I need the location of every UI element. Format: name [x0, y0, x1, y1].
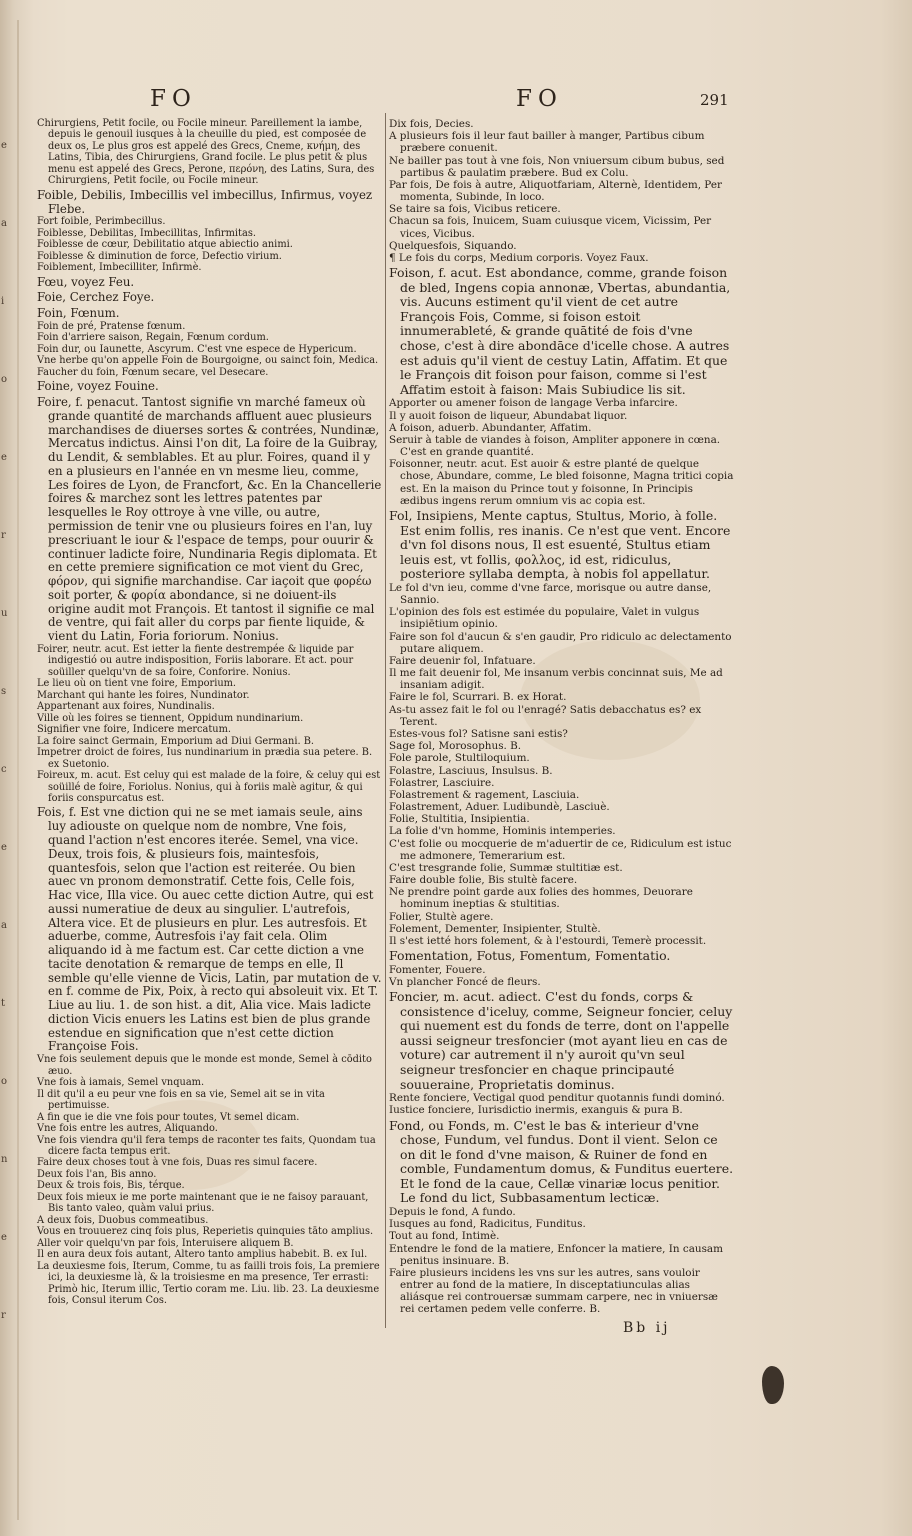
dictionary-entry: Foiblesse & diminution de force, Defectio virium.: [37, 250, 282, 262]
dictionary-entry: Fœu, voyez Feu.: [37, 274, 135, 289]
page-number: 291: [700, 91, 729, 109]
bleed-character: t: [1, 998, 6, 1009]
dictionary-entry: Vn plancher Foncé de fleurs.: [389, 975, 541, 988]
dictionary-entry: ¶ Le fois du corps, Medium corporis. Voyez Faux.: [389, 251, 649, 264]
column-rule: [385, 113, 386, 1328]
running-head-right: FO: [516, 86, 563, 112]
dictionary-entry: Il dit qu'il a eu peur vne fois en sa vie, Semel ait se in vita pertimuisse.: [37, 1088, 325, 1112]
dictionary-entry: Iustice fonciere, Iurisdictio inermis, exanguis & pura B.: [389, 1104, 683, 1117]
dictionary-entry: Tout au fond, Intimè.: [389, 1230, 500, 1243]
bleed-character: r: [1, 530, 6, 541]
dictionary-entry: La deuxiesme fois, Iterum, Comme, tu as failli trois fois, La premiere ici, la deuxiesme là, & la troisiesme en ma presence, Ter errasti: Primò hic, Iterum illic, Tertio coram me. Liu. lib. 23. La deuxiesme fois, Consul iterum Cos.: [37, 1260, 380, 1307]
bleed-character: u: [1, 608, 8, 619]
bleed-character: s: [1, 686, 7, 697]
dictionary-entry: Fol, Insipiens, Mente captus, Stultus, Morio, à folle. Est enim follis, res inanis. Ce n'est que vent. Encore d'vn fol disons nous, Il est esuenté, Stultus etiam leuis est, vt follis, φολλος, id est, ridiculus, posteriore syllaba dempta, à nobis fol appellatur.: [389, 507, 731, 582]
dictionary-entry: Folastrement & ragement, Lasciuia.: [389, 788, 580, 801]
dictionary-entry: Iusques au fond, Radicitus, Funditus.: [389, 1218, 586, 1231]
dictionary-entry: Estes-vous fol? Satisne sani estis?: [389, 727, 568, 740]
dictionary-entry: Folastrer, Lasciuire.: [389, 776, 495, 789]
dictionary-entry: Ne bailler pas tout à vne fois, Non vniuersum cibum bubus, sed partibus & paulatim præbere. Bud ex Colu.: [389, 154, 725, 179]
dictionary-entry: As-tu assez fait le fol ou l'enragé? Satis debacchatus es? ex Terent.: [389, 703, 702, 728]
bleed-character: o: [1, 374, 8, 385]
dictionary-entry: C'est tresgrande folie, Summæ stultitiæ est.: [389, 861, 623, 874]
dictionary-entry: Deux & trois fois, Bis, térque.: [37, 1180, 185, 1192]
dictionary-entry: Foncier, m. acut. adiect. C'est du fonds, corps & consistence d'iceluy, comme, Seigneur foncier, celuy qui nuement est du fonds de terre, dont on l'appelle aussi seigneur tresfoncier (mot ayant lieu en cas de voture) car autrement il n'y auroit qu'vn seul seigneur tresfoncier en chaque principauté souueraine, Proprietatis dominus.: [389, 989, 733, 1092]
dictionary-entry: Deux fois l'an, Bis anno.: [37, 1168, 157, 1180]
dictionary-entry: Foiblement, Imbecilliter, Infirmè.: [37, 262, 202, 274]
dictionary-entry: La foire sainct Germain, Emporium ad Diui Germani. B.: [37, 735, 315, 747]
dictionary-entry: Quelquesfois, Siquando.: [389, 239, 517, 252]
bleed-character: o: [1, 1076, 8, 1087]
dictionary-entry: Vne herbe qu'on appelle Foin de Bourgoigne, ou sainct foin, Medica.: [37, 355, 379, 367]
dictionary-entry: Foisonner, neutr. acut. Est auoir & estre planté de quelque chose, Abundare, comme, Le bled foisonne, Magna tritici copia est. En la maison du Prince tout y foisonne, In Principis ædibus ingens rerum omnium vis ac copia est.: [389, 458, 734, 507]
dictionary-entry: Sage fol, Morosophus. B.: [389, 740, 522, 753]
dictionary-entry: Impetrer droict de foires, Ius nundinarium in prædia sua petere. B. ex Suetonio.: [37, 747, 373, 770]
dictionary-entry: A plusieurs fois il leur faut bailler à manger, Partibus cibum præbere conuenit.: [389, 130, 705, 155]
dictionary-entry: Fomentation, Fotus, Fomentum, Fomentatio.: [389, 948, 671, 964]
dictionary-entry: Folie, Stultitia, Insipientia.: [389, 813, 530, 826]
dictionary-entry: Vne fois à iamais, Semel vnquam.: [37, 1077, 205, 1089]
facing-page-bleed-through: [0, 140, 16, 1440]
gutter-shadow: [17, 20, 19, 1520]
dictionary-entry: Faire double folie, Bis stultè facere.: [389, 874, 578, 887]
dictionary-entry: Deux fois mieux ie me porte maintenant que ie ne faisoy parauant, Bis tanto valeo, quàm valui prius.: [37, 1191, 369, 1215]
dictionary-entry: Foible, Debilis, Imbecillis vel imbecillus, Infirmus, voyez Flebe.: [37, 187, 373, 216]
dictionary-entry: Folastrement, Aduer. Ludibundè, Lasciuè.: [389, 801, 610, 814]
dictionary-entry: La folie d'vn homme, Hominis intemperies.: [389, 825, 616, 838]
bleed-character: i: [1, 296, 5, 307]
dictionary-entry: Folement, Dementer, Insipienter, Stultè.: [389, 922, 601, 935]
dictionary-entry: Foiblesse de cœur, Debilitatio atque abiectio animi.: [37, 239, 293, 251]
bleed-character: e: [1, 842, 7, 853]
dictionary-entry: Aller voir quelqu'vn par fois, Interuisere aliquem B.: [37, 1237, 294, 1249]
dictionary-entry: Vne fois seulement depuis que le monde est monde, Semel à cōdito æuo.: [37, 1054, 372, 1077]
dictionary-entry: Foie, Cerchez Foye.: [37, 290, 155, 305]
signature-mark: Bb ij: [623, 1320, 671, 1336]
dictionary-entry: Foin, Fœnum.: [37, 306, 120, 321]
dictionary-entry: Par fois, De fois à autre, Aliquotfariam, Alternè, Identidem, Per momenta, Subinde, In loco.: [389, 178, 722, 204]
ink-blot: [762, 1366, 784, 1404]
dictionary-entry: Il me fait deuenir fol, Me insanum verbis concinnat suis, Me ad insaniam adigit.: [389, 667, 723, 692]
dictionary-entry: Le lieu où on tient vne foire, Emporium.: [37, 678, 237, 690]
dictionary-entry: Ville où les foires se tiennent, Oppidum nundinarium.: [37, 712, 304, 724]
dictionary-entry: Folier, Stultè agere.: [389, 910, 494, 923]
bleed-character: e: [1, 1232, 7, 1243]
dictionary-entry: Foin d'arriere saison, Regain, Fœnum cordum.: [37, 332, 269, 344]
bleed-character: e: [1, 452, 7, 463]
dictionary-entry: Il y auoit foison de liqueur, Abundabat liquor.: [389, 409, 628, 422]
dictionary-entry: Appartenant aux foires, Nundinalis.: [37, 701, 215, 713]
dictionary-entry: Vous en trouuerez cinq fois plus, Reperietis quinquies tāto amplius.: [37, 1226, 374, 1238]
dictionary-entry: A fin que ie die vne fois pour toutes, Vt semel dicam.: [37, 1111, 300, 1123]
dictionary-entry: Foire, f. penacut. Tantost signifie vn marché fameux où grande quantité de marchands affluent auec plusieurs marchandises de diuerses sortes & contrées, Nundinæ, Mercatus indictus. Ainsi l'on dit, La foire de la Guibray, du Lendit, & semblables. Et au plur. Foires, quand il y en a plusieurs en l'année en vn mesme lieu, comme, Les foires de Lyon, de Francfort, &c. En la Chancellerie foires & marchez sont les lettres patentes par lesquelles le Roy ottroye à vne ville, ou autre, permission de tenir vne ou plusieurs foires en l'an, luy prescriuant le iour & l'espace de temps, pour ouurir & continuer ladicte foire, Nundinaria Regis diplomata. Et en cette premiere signification ce mot vient du Grec, φόρον, qui signifie marchandise. Car iaçoit que φορέω soit porter, & φορία abondance, si ne doiuent-ils origine audit mot François. Et tantost il signifie ce mal de ventre, qui fait aller du corps par fiente liquide, & vient du Latin, Foria foriorum. Nonius.: [37, 395, 382, 644]
bleed-character: c: [1, 764, 7, 775]
dictionary-entry: Se taire sa fois, Vicibus reticere.: [389, 203, 561, 216]
dictionary-entry: Rente fonciere, Vectigal quod penditur quotannis fundi dominó.: [389, 1092, 725, 1105]
dictionary-entry: Foireux, m. acut. Est celuy qui est malade de la foire, & celuy qui est soüillé de foire, Foriolus. Nonius, qui à foriis malè agitur, & qui foriis conspurcatus est.: [37, 770, 381, 804]
bleed-character: a: [1, 218, 7, 229]
dictionary-entry: Foison, f. acut. Est abondance, comme, grande foison de bled, Ingens copia annonæ, Vbertas, abundantia, vis. Aucuns estiment qu'il vient de cet autre François Fois, Comme, si foison estoit innumerableté, & grande quātité de fois d'vne chose, c'est à dire abondāce d'icelle chose. A autres est aduis qu'il vient de cestuy Latin, Affatim. Et que le François dit foison pour faison, comme si l'est Affatim estoit à faison: Mais Subiudice lis sit.: [389, 265, 731, 397]
dictionary-entry: Chacun sa fois, Inuicem, Suam cuiusque vicem, Vicissim, Per vices, Vicibus.: [389, 215, 712, 240]
dictionary-entry: Foirer, neutr. acut. Est ietter la fiente destrempée & liquide par indigestió ou autre indisposition, Foriis laborare. Et act. pour soüiller quelqu'vn de sa foire, Conforire. Nonius.: [37, 643, 354, 678]
bleed-character: r: [1, 1310, 6, 1321]
dictionary-entry: Entendre le fond de la matiere, Enfoncer la matiere, In causam penitus insinuare. B.: [389, 1242, 723, 1267]
dictionary-entry: Foine, voyez Fouine.: [37, 379, 159, 394]
dictionary-entry: A foison, aduerb. Abundanter, Affatim.: [389, 421, 592, 434]
dictionary-entry: L'opinion des fols est estimée du populaire, Valet in vulgus insipiētium opinio.: [389, 606, 700, 631]
dictionary-entry: Dix fois, Decies.: [389, 118, 474, 130]
dictionary-entry: Depuis le fond, A fundo.: [389, 1206, 516, 1219]
dictionary-entry: Fois, f. Est vne diction qui ne se met iamais seule, ains luy adiouste on quelque nom de nombre, Vne fois, quand l'action n'est encores iterée. Semel, vna vice. Deux, trois fois, & plusieurs fois, maintesfois, quantesfois, selon que l'action est reiterée. Ou bien auec vn pronom demonstratif. Cette fois, Celle fois, Hac vice, Illa vice. Ou auec cette diction Autre, qui est aussi numeratiue de deux au singulier. L'autrefois, Altera vice. Et de plusieurs en plur. Les autresfois. Et aduerbe, comme, Autresfois i'ay fait cela. Olim aliquando id à me factum est. Car cette diction a vne tacite denotation & remarque de temps en elle, Il semble qu'elle vienne de Vicis, Latin, par mutation de v. en f. comme de Pix, Poix, à recto qui absoleuit vix. Et T. Liue au liu. 1. de son hist. a dit, Alia vice. Mais ladicte diction Vicis enuers les Latins est bien de plus grande estendue en signification que n'est cette diction Françoise Fois.: [37, 805, 382, 1054]
dictionary-entry: Chirurgiens, Petit focile, ou Focile mineur. Pareillement la iambe, depuis le genouil iusques à la cheuille du pied, est composée de deux os, Le plus gros est appelé des Grecs, Cneme, κνήμη, des Latins, Tibia, des Chirurgiens, Grand focile. Le plus petit & plus menu est appelé des Grecs, Perone, περόνη, des Latins, Sura, des Chirurgiens, Petit focile, ou Focile mineur.: [37, 118, 375, 187]
right-column: [389, 118, 734, 1316]
dictionary-entry: Faire plusieurs incidens les vns sur les autres, sans vouloir entrer au fond de la matiere, In disceptatiunculas alias aliásque rei controuersæ summam carpere, nec in vniuersæ rei certamen pedem velle conferre. B.: [389, 1266, 718, 1316]
bleed-character: a: [1, 920, 7, 931]
dictionary-entry: Fort foible, Perimbecillus.: [37, 216, 166, 228]
dictionary-entry: Signifier vne foire, Indicere mercatum.: [37, 724, 232, 736]
dictionary-entry: Faire son fol d'aucun & s'en gaudir, Pro ridiculo ac delectamento putare aliquem.: [389, 630, 732, 655]
dictionary-entry: Foin de pré, Pratense fœnum.: [37, 320, 186, 332]
dictionary-entry: Fole parole, Stultiloquium.: [389, 752, 530, 765]
left-column: [37, 118, 382, 1307]
bleed-character: e: [1, 140, 7, 151]
dictionary-entry: Faire le fol, Scurrari. B. ex Horat.: [389, 691, 567, 704]
running-head-left: FO: [150, 86, 197, 112]
dictionary-entry: Fond, ou Fonds, m. C'est le bas & interieur d'vne chose, Fundum, vel fundus. Dont il vient. Selon ce on dit le fond d'vne maison, & Ruiner de fond en comble, Fundamentum domus, & Funditus euertere. Et le fond de la caue, Cellæ vinariæ locus penitior. Le fond du lict, Subbasamentum lecticæ.: [389, 1117, 734, 1206]
dictionary-entry: Il en aura deux fois autant, Altero tanto amplius habebit. B. ex Iul.: [37, 1249, 368, 1261]
dictionary-entry: Faire deuenir fol, Infatuare.: [389, 654, 536, 667]
dictionary-entry: C'est folie ou mocquerie de m'aduertir de ce, Ridiculum est istuc me admonere, Temerarium est.: [389, 837, 732, 862]
dictionary-entry: Il s'est ietté hors folement, & à l'estourdi, Temerè processit.: [389, 934, 707, 947]
dictionary-entry: Vne fois entre les autres, Aliquando.: [37, 1123, 218, 1135]
dictionary-entry: Le fol d'vn ieu, comme d'vne farce, morisque ou autre danse, Sannio.: [389, 581, 712, 607]
bleed-character: n: [1, 1154, 8, 1165]
dictionary-entry: Folastre, Lasciuus, Insulsus. B.: [389, 764, 553, 777]
dictionary-entry: Vne fois viendra qu'il fera temps de raconter tes faits, Quondam tua dicere facta tempus erit.: [37, 1134, 376, 1157]
dictionary-entry: Apporter ou amener foison de langage Verba infarcire.: [389, 397, 678, 410]
dictionary-entry: Fomenter, Fouere.: [389, 963, 486, 976]
dictionary-entry: Faire deux choses tout à vne fois, Duas res simul facere.: [37, 1157, 318, 1169]
dictionary-entry: Faucher du foin, Fœnum secare, vel Desecare.: [37, 366, 269, 378]
dictionary-entry: Marchant qui hante les foires, Nundinator.: [37, 689, 250, 701]
dictionary-entry: Foiblesse, Debilitas, Imbecillitas, Infirmitas.: [37, 227, 256, 239]
dictionary-entry: Foin dur, ou Iaunette, Ascyrum. C'est vne espece de Hypericum.: [37, 343, 357, 355]
dictionary-entry: Seruir à table de viandes à foison, Ampliter apponere in cœna. C'est en grande quantité.: [389, 433, 721, 459]
dictionary-entry: Ne prendre point garde aux folies des hommes, Deuorare hominum ineptias & stultitias.: [389, 886, 693, 911]
dictionary-entry: A deux fois, Duobus commeatibus.: [37, 1214, 209, 1226]
